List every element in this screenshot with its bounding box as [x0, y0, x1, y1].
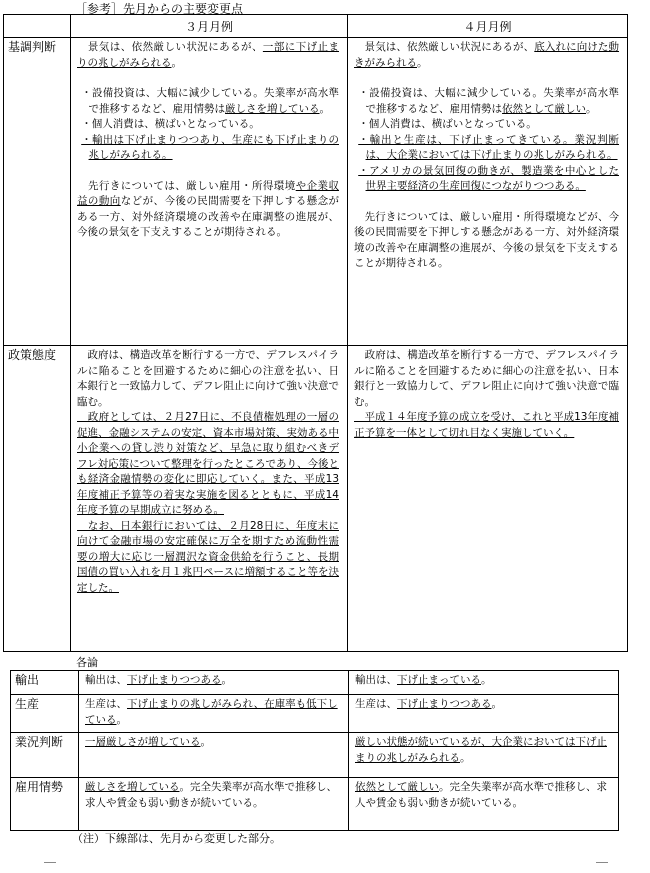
seisaku-march-p1: 政府は、構造改革を断行する一方で、デフレスパイラルに陥ることを回避するために細心の注意を払い、日本銀行と一致協力して、デフレ阻止に向けて強い決意で臨む。	[77, 349, 339, 408]
row-seisaku	[4, 346, 628, 652]
kakuron-label: 各論	[76, 656, 98, 669]
kakuron-row-exports	[11, 671, 619, 695]
kicho-april-overview: 景気は、依然厳しい状況にあるが、底入れに向けた動きがみられる。	[354, 41, 620, 69]
header-april: ４月月例	[348, 15, 628, 38]
kakuron-production-march: 生産は、下げ止まりの兆しがみられ、在庫率も低下している。	[79, 695, 349, 733]
document-title: ［参考］先月からの主要変更点	[75, 2, 244, 16]
kakuron-table	[10, 670, 619, 831]
seisaku-march-p3: なお、日本銀行においては、２月28日に、年度末に向けて金融市場の安定確保に万全を期すため流動性需要の増大に応じ一層潤沢な資金供給を行うこと、長期国債の買い入れを月１兆円ペースに増額すること等を決定した。	[77, 519, 339, 594]
kicho-march-cell	[71, 38, 348, 346]
page-corner-mark-right	[596, 862, 608, 873]
seisaku-march-cell	[71, 346, 348, 652]
kicho-april-bullet-us-recovery: ・アメリカの景気回復の動きが、製造業を中心とした世界主要経済の生産回復につながりつつある。	[358, 164, 619, 192]
kakuron-exports-march: 輸出は、下げ止まりつつある。	[79, 671, 349, 695]
seisaku-april-p2: 平成１４年度予算の成立を受け、これと平成13年度補正予算を一体として切れ目なく実施していく。	[354, 411, 619, 439]
kicho-march-bullet-consumption: ・個人消費は、横ばいとなっている。	[81, 118, 260, 130]
header-row	[4, 15, 628, 38]
kakuron-label-employment: 雇用情勢	[11, 778, 79, 831]
kakuron-row-employment	[11, 778, 619, 831]
seisaku-april-p1: 政府は、構造改革を断行する一方で、デフレスパイラルに陥ることを回避するために細心の注意を払い、日本銀行と一致協力して、デフレ阻止に向けて強い決意で臨む。	[354, 349, 619, 408]
kakuron-exports-april: 輸出は、下げ止まっている。	[349, 671, 619, 695]
kicho-april-outlook: 先行きについては、厳しい雇用・所得環境などが、今後の民間需要を下押しする懸念がある一方、対外経済環境の改善や在庫調整の進展が、今後の景気を下支えすることが期待される。	[354, 210, 619, 269]
seisaku-april-cell	[348, 346, 628, 652]
row-label-seisaku: 政策態度	[4, 346, 71, 652]
kicho-april-bullet-consumption: ・個人消費は、横ばいとなっている。	[358, 118, 537, 130]
main-comparison-table	[3, 14, 628, 652]
kakuron-label-exports: 輸出	[11, 671, 79, 695]
seisaku-march-p2: 政府としては、２月27日に、不良債権処理の一層の促進、金融システムの安定、資本市場対策、実効ある中小企業への貸し渋り対策など、早急に取り組むべきデフレ対応策について整理を行ったところであり、今後とも経済金融情勢の変化に即応していく。また、平成13年度補正予算等の着実な実施を図るとともに、平成14年度予算の早期成立に努める。	[77, 411, 339, 516]
kakuron-label-production: 生産	[11, 695, 79, 733]
kakuron-production-april: 生産は、下げ止まりつつある。	[349, 695, 619, 733]
kakuron-row-business	[11, 733, 619, 778]
footnote: （注）下線部は、先月から変更した部分。	[72, 832, 281, 845]
row-label-kicho: 基調判断	[4, 38, 71, 346]
kakuron-business-april: 厳しい状態が続いているが、大企業においては下げ止まりの兆しがみられる。	[349, 733, 619, 778]
kicho-april-cell	[348, 38, 628, 346]
page-corner-mark-left	[44, 862, 56, 873]
kakuron-employment-april: 依然として厳しい。完全失業率が高水準で推移し、求人や賃金も弱い動きが続いている。	[349, 778, 619, 831]
kicho-march-overview: 景気は、依然厳しい状況にあるが、一部に下げ止まりの兆しがみられる。	[77, 41, 339, 69]
kicho-march-bullet-investment: ・設備投資は、大幅に減少している。失業率が高水準で推移するなど、雇用情勢は厳しさを増している。	[81, 87, 339, 115]
kicho-march-outlook: 先行きについては、厳しい雇用・所得環境や企業収益の動向などが、今後の民間需要を下押しする懸念がある一方、対外経済環境の改善や在庫調整の進展が、今後の景気を下支えすることが期待される。	[77, 179, 340, 238]
kakuron-row-production	[11, 695, 619, 733]
kakuron-label-business: 業況判断	[11, 733, 79, 778]
row-kicho	[4, 38, 628, 346]
header-blank	[4, 15, 71, 38]
kakuron-employment-march: 厳しさを増している。完全失業率が高水準で推移し、求人や賃金も弱い動きが続いている。	[79, 778, 349, 831]
kicho-april-bullet-investment: ・設備投資は、大幅に減少している。失業率が高水準で推移するなど、雇用情勢は依然として厳しい。	[358, 87, 619, 115]
kicho-april-bullet-exports: ・輸出と生産は、下げ止まってきている。業況判断は、大企業においては下げ止まりの兆しがみられる。	[358, 133, 619, 161]
header-march: ３月月例	[71, 15, 348, 38]
kakuron-business-march: 一層厳しさが増している。	[79, 733, 349, 778]
kicho-march-bullet-exports: ・輸出は下げ止まりつつあり、生産にも下げ止まりの兆しがみられる。	[81, 133, 339, 161]
